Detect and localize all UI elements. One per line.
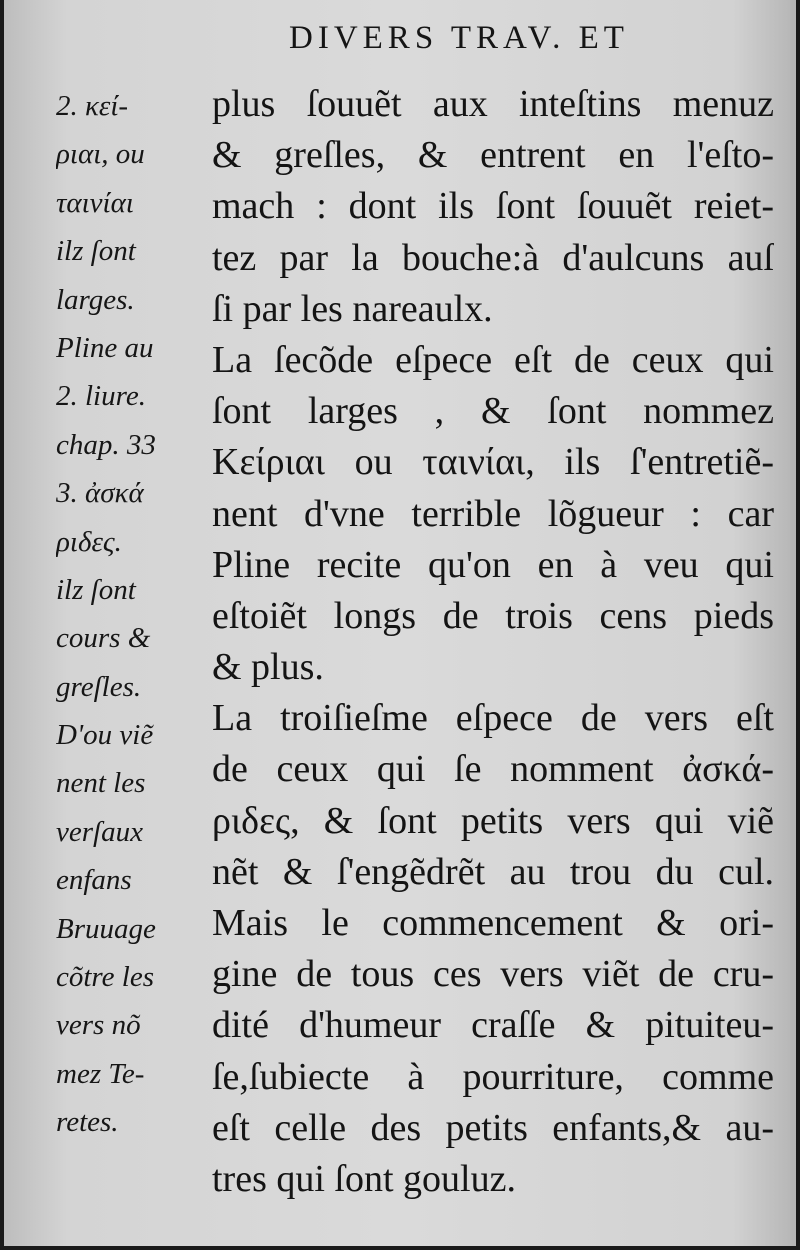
main-text-block — [212, 79, 774, 1205]
margin-note-line: 3. ἀσκά — [56, 477, 144, 510]
margin-note-line: retes. — [56, 1106, 119, 1139]
text-line: plus ſouuẽt aux inteſtins menuz — [212, 83, 774, 125]
text-line: Κείριαι ou ταινίαι, ils ſ'entretiẽ- — [212, 441, 774, 484]
margin-note-line: enfans — [56, 864, 132, 897]
margin-note-line: ταινίαι — [56, 186, 134, 219]
text-line: mach : dont ils ſont ſouuẽt reiet- — [212, 185, 774, 228]
text-line: tres qui ſont gouluz. — [212, 1157, 516, 1200]
text-line: gine de tous ces vers viẽt de cru- — [212, 953, 774, 996]
text-line: eſtoiẽt longs de trois cens pieds — [212, 594, 774, 637]
text-line: ſi par les nareaulx. — [212, 287, 493, 330]
margin-note-line: ριαι, ou — [56, 138, 145, 171]
text-line: dité d'humeur craſſe & pituiteu- — [212, 1004, 774, 1047]
book-page — [4, 0, 796, 1246]
text-line: eſt celle des petits enfants,& au- — [212, 1106, 774, 1149]
text-line: tez par la bouche:à d'aulcuns auſ — [212, 236, 774, 279]
text-line: & greſles, & entrent en l'eſto- — [212, 134, 774, 177]
margin-note-line: nent les — [56, 767, 146, 800]
margin-note-line: mez Te- — [56, 1057, 145, 1090]
margin-note-line: D'ou viẽ — [56, 719, 154, 752]
text-line: Mais le commencement & ori- — [212, 902, 774, 944]
margin-note-line: Bruuage — [56, 912, 156, 945]
text-line: ριδες, & ſont petits vers qui viẽ — [212, 799, 774, 842]
margin-note-line: larges. — [56, 283, 135, 316]
margin-note-line: vers nõ — [56, 1009, 141, 1042]
margin-note-line: ilz ſont — [56, 573, 136, 606]
margin-note-line: Pline au — [56, 331, 154, 364]
text-line: nent d'vne terrible lõgueur : car — [212, 492, 774, 535]
text-line: de ceux qui ſe nomment ἀσκά- — [212, 748, 774, 791]
margin-note-line: greſles. — [56, 670, 142, 703]
text-line: & plus. — [212, 646, 324, 689]
text-line: Pline recite qu'on en à veu qui — [212, 543, 774, 586]
text-line: La ſecõde eſpece eſt de ceux qui — [212, 338, 774, 381]
running-header: DIVERS TRAV. ET — [289, 20, 629, 56]
margin-note-line: 2. κεί- — [56, 90, 129, 122]
text-line: La troiſieſme eſpece de vers eſt — [212, 697, 774, 740]
margin-note-line: chap. 33 — [56, 428, 156, 461]
text-line: ſe,ſubiecte à pourriture, comme — [212, 1055, 774, 1098]
margin-notes — [56, 82, 212, 1147]
text-line: nẽt & ſ'engẽdrẽt au trou du cul. — [212, 850, 774, 893]
margin-note-line: ριδες. — [56, 525, 122, 558]
margin-note-line: cours & — [56, 622, 151, 655]
margin-note-line: 2. liure. — [56, 380, 146, 413]
text-line: ſont larges , & ſont nommez — [212, 390, 774, 433]
margin-note-line: ilz ſont — [56, 235, 136, 268]
margin-note-line: cõtre les — [56, 961, 154, 994]
margin-note-line: verſaux — [56, 815, 143, 848]
